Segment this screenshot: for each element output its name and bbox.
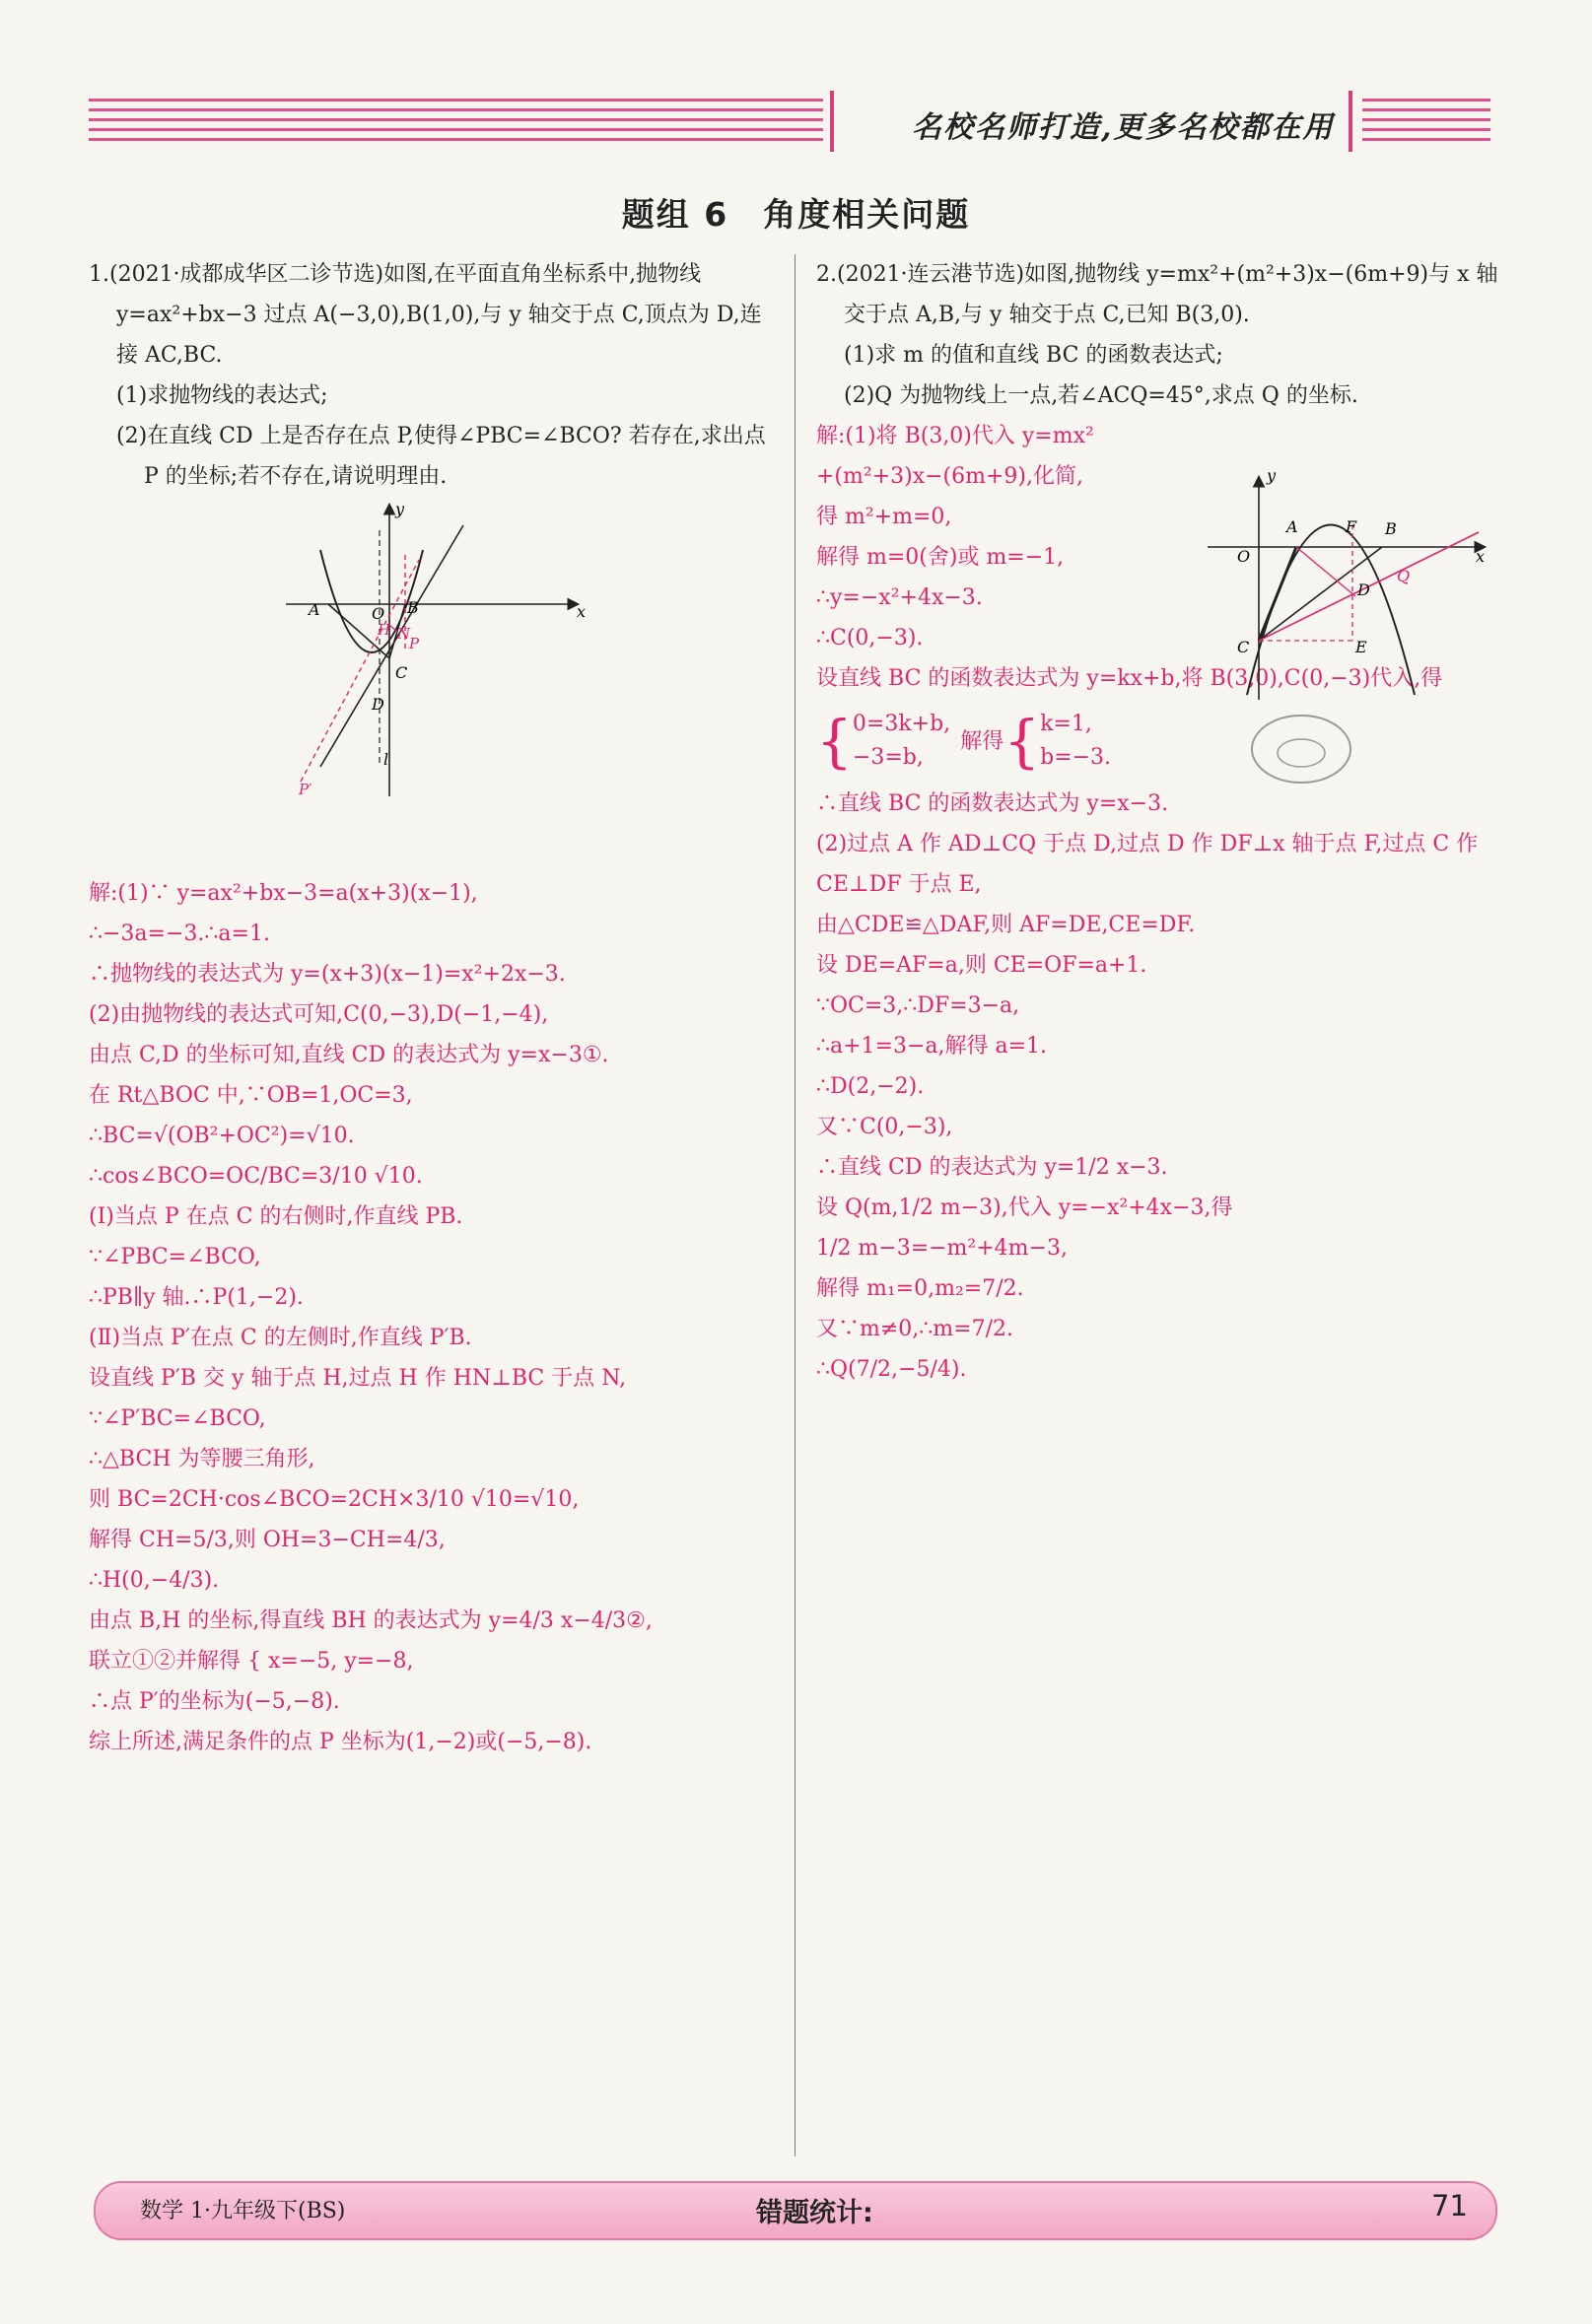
brace: {	[1004, 708, 1041, 775]
header-divider-left	[830, 91, 834, 152]
fig1-label-y: y	[395, 501, 405, 518]
solution-line: 设 Q(m,1/2 m−3),代入 y=−x²+4x−3,得	[816, 1196, 1233, 1220]
fig2-label-F: F	[1346, 517, 1357, 536]
solution-line: ∴直线 BC 的函数表达式为 y=x−3.	[816, 791, 1169, 816]
question-1-part-1: (1)求抛物线的表达式;	[116, 383, 328, 408]
fig1-label-O: O	[372, 604, 385, 623]
fig2-label-B: B	[1385, 519, 1397, 538]
solution-line: 解得 m=0(舍)或 m=−1,	[816, 545, 1065, 570]
header-divider-right	[1349, 91, 1352, 152]
fig1-label-D: D	[372, 695, 384, 714]
question-1-stem: 1.(2021·成都成华区二诊节选)如图,在平面直角坐标系中,抛物线 y=ax²+bx−3 过点 A(−3,0),B(1,0),与 y 轴交于点 C,顶点为 D,连接 AC,BC.	[89, 262, 762, 368]
question-2-stem: 2.(2021·连云港节选)如图,抛物线 y=mx²+(m²+3)x−(6m+9)与 x 轴交于点 A,B,与 y 轴交于点 C,已知 B(3,0).	[816, 262, 1498, 327]
equation-system	[816, 699, 1506, 784]
solution-line: 在 Rt△BOC 中,∵OB=1,OC=3,	[89, 1083, 413, 1108]
fig1-label-P: P	[409, 635, 420, 652]
solution-line: ∴抛物线的表达式为 y=(x+3)(x−1)=x²+2x−3.	[89, 962, 566, 987]
solution-line: (2)由抛物线的表达式可知,C(0,−3),D(−1,−4),	[89, 1002, 549, 1027]
equation: 0=3k+b,	[852, 712, 951, 736]
solution-line: ∴D(2,−2).	[816, 1074, 925, 1099]
solution-line: 设 DE=AF=a,则 CE=OF=a+1.	[816, 953, 1147, 978]
fig1-label-N: N	[397, 625, 411, 643]
solution-line: ∴cos∠BCO=OC/BC=3/10 √10.	[89, 1164, 423, 1189]
solution-line: (Ⅰ)当点 P 在点 C 的右侧时,作直线 PB.	[89, 1204, 463, 1229]
solution-line: ∴△BCH 为等腰三角形,	[89, 1447, 315, 1471]
solution-line: 设直线 BC 的函数表达式为 y=kx+b,将 B(3,0),C(0,−3)代入,得	[816, 666, 1443, 691]
solution-line: ∵∠P′BC=∠BCO,	[89, 1406, 266, 1431]
solution-line: 解得 CH=5/3,则 OH=3−CH=4/3,	[89, 1528, 446, 1552]
brace: {	[816, 708, 853, 775]
footer-bar	[94, 2181, 1497, 2240]
fig2-label-x: x	[1476, 547, 1486, 566]
fig1-label-A: A	[309, 600, 320, 619]
header-rule-right	[1362, 99, 1490, 144]
right-column	[816, 254, 1506, 1390]
solution-1	[89, 873, 779, 1762]
solution-line: ∴Q(7/2,−5/4).	[816, 1357, 967, 1382]
solution-line: ∴H(0,−4/3).	[89, 1568, 220, 1593]
solution-line: 综上所述,满足条件的点 P 坐标为(1,−2)或(−5,−8).	[89, 1730, 592, 1754]
fig2-label-O: O	[1237, 547, 1251, 566]
figure-2	[1198, 463, 1493, 710]
equation: −3=b,	[852, 745, 924, 770]
equation-label: 解得	[960, 728, 1004, 754]
page-title: 题组 6 角度相关问题	[621, 195, 971, 234]
fig2-label-Q: Q	[1397, 567, 1411, 585]
solution-line: ∵∠PBC=∠BCO,	[89, 1245, 261, 1269]
solution-line: 得 m²+m=0,	[816, 505, 952, 529]
header-slogan: 名校名师打造,更多名校都在用	[912, 110, 1335, 145]
column-divider	[795, 254, 796, 2156]
solution-line: ∵OC=3,∴DF=3−a,	[816, 993, 1020, 1018]
solution-line: ∴C(0,−3).	[816, 626, 924, 650]
solution-line: 由△CDE≌△DAF,则 AF=DE,CE=DF.	[816, 913, 1196, 937]
footer-book-info: 数学 1·九年级下(BS)	[140, 2199, 346, 2223]
solution-line: 又∵m≠0,∴m=7/2.	[816, 1317, 1013, 1341]
solution-line: ∴直线 CD 的表达式为 y=1/2 x−3.	[816, 1155, 1168, 1180]
solution-line: ∴BC=√(OB²+OC²)=√10.	[89, 1124, 355, 1148]
fig2-label-A: A	[1286, 517, 1298, 536]
solution-line: +(m²+3)x−(6m+9),化简,	[816, 464, 1083, 489]
solution-line: 联立①②并解得 { x=−5, y=−8,	[89, 1649, 414, 1674]
footer-error-stats: 错题统计:	[756, 2198, 873, 2228]
solution-line: 由点 B,H 的坐标,得直线 BH 的表达式为 y=4/3 x−4/3②,	[89, 1608, 653, 1633]
fig2-label-y: y	[1267, 466, 1277, 485]
solution-line: ∴−3a=−3.∴a=1.	[89, 922, 270, 946]
solution-line: ∴y=−x²+4x−3.	[816, 585, 983, 610]
solution-line: ∴点 P′的坐标为(−5,−8).	[89, 1689, 340, 1714]
solution-line: ∴a+1=3−a,解得 a=1.	[816, 1034, 1048, 1059]
fig1-label-P-prime: P′	[299, 781, 312, 798]
solution-line: 1/2 m−3=−m²+4m−3,	[816, 1236, 1068, 1261]
equation: k=1,	[1040, 712, 1092, 736]
page-number: 71	[1431, 2189, 1468, 2222]
solution-line: 解:(1)将 B(3,0)代入 y=mx²	[816, 424, 1094, 448]
question-2-part-1: (1)求 m 的值和直线 BC 的函数表达式;	[844, 343, 1223, 368]
solution-line: (2)过点 A 作 AD⊥CQ 于点 D,过点 D 作 DF⊥x 轴于点 F,过点 C 作 CE⊥DF 于点 E,	[816, 832, 1479, 897]
question-2-part-2: (2)Q 为抛物线上一点,若∠ACQ=45°,求点 Q 的坐标.	[844, 383, 1358, 408]
fig1-label-x: x	[577, 602, 587, 621]
fig2-label-E: E	[1355, 638, 1367, 656]
question-1-part-2: (2)在直线 CD 上是否存在点 P,使得∠PBC=∠BCO? 若存在,求出点 P 的坐标;若不存在,请说明理由.	[116, 424, 766, 489]
fig1-label-B: B	[407, 598, 419, 617]
fig2-label-D: D	[1357, 581, 1370, 599]
fig1-label-l: l	[383, 750, 389, 769]
solution-line: 又∵C(0,−3),	[816, 1115, 953, 1139]
header-rule-left	[89, 99, 823, 144]
left-column	[89, 254, 779, 1762]
solution-line: 解:(1)∵ y=ax²+bx−3=a(x+3)(x−1),	[89, 881, 478, 906]
fig2-label-C: C	[1237, 638, 1250, 656]
solution-line: (Ⅱ)当点 P′在点 C 的左侧时,作直线 P′B.	[89, 1326, 472, 1350]
solution-line: 则 BC=2CH·cos∠BCO=2CH×3/10 √10=√10,	[89, 1487, 580, 1512]
stamp-logo	[1247, 710, 1355, 788]
equation: b=−3.	[1040, 745, 1112, 770]
fig1-label-H: H	[378, 621, 391, 639]
fig1-label-C: C	[395, 663, 408, 682]
solution-line: 设直线 P′B 交 y 轴于点 H,过点 H 作 HN⊥BC 于点 N,	[89, 1366, 627, 1391]
figure-1	[281, 501, 596, 806]
solution-line: 由点 C,D 的坐标可知,直线 CD 的表达式为 y=x−3①.	[89, 1043, 609, 1067]
solution-line: ∴PB∥y 轴.∴P(1,−2).	[89, 1285, 304, 1310]
solution-line: 解得 m₁=0,m₂=7/2.	[816, 1276, 1024, 1301]
